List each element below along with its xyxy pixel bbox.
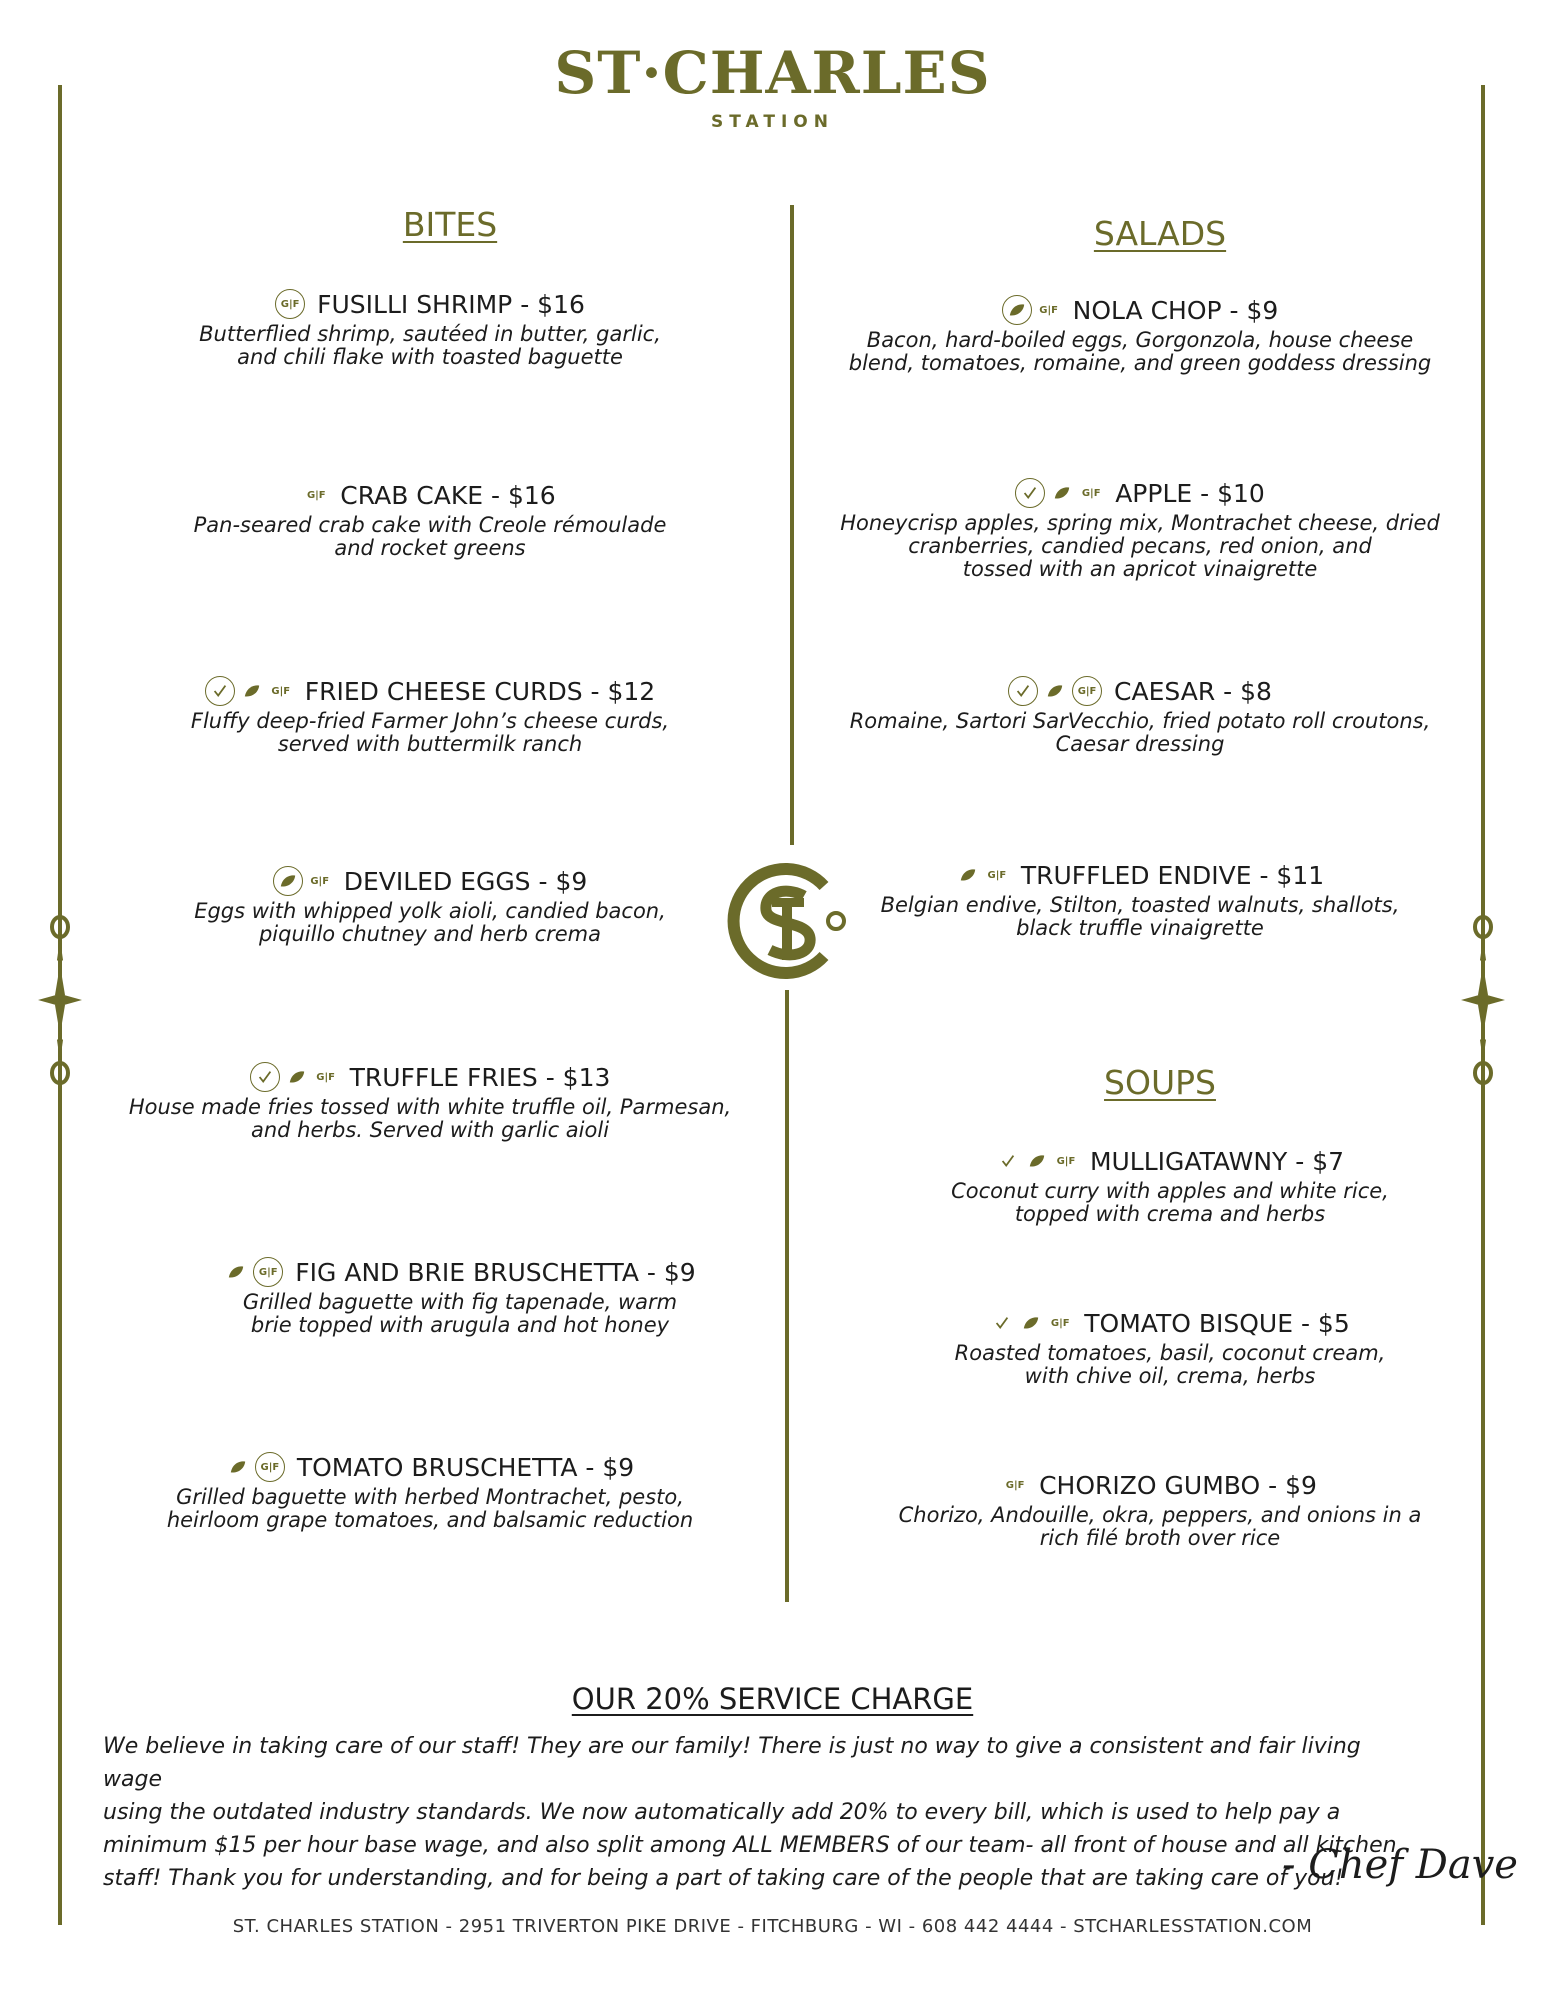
item-title: TRUFFLED ENDIVE - $11 bbox=[1020, 860, 1325, 890]
item-desc-line: Roasted tomatoes, basil, coconut cream, bbox=[954, 1341, 1386, 1365]
menu-item-chorizo-gumbo bbox=[850, 1470, 1470, 1550]
item-title: NOLA CHOP - $9 bbox=[1072, 295, 1279, 325]
gluten-free-icon: G|F bbox=[253, 1257, 283, 1287]
vegan-icon bbox=[1008, 676, 1038, 706]
left-ornament-icon bbox=[36, 905, 84, 1095]
gluten-free-icon: G|F bbox=[1005, 1479, 1025, 1491]
item-desc-line: black truffle vinaigrette bbox=[1016, 916, 1264, 940]
service-line: minimum $15 per hour base wage, and also split among ALL MEMBERS of our team- all front of house and all kitchen bbox=[103, 1833, 1397, 1858]
item-title: MULLIGATAWNY - $7 bbox=[1089, 1146, 1345, 1176]
vegetarian-leaf-icon bbox=[224, 1257, 248, 1287]
menu-item-fusilli-shrimp bbox=[130, 289, 730, 369]
item-desc-line: rich filé broth over rice bbox=[1039, 1526, 1281, 1550]
brand-sub: STATION bbox=[711, 112, 834, 132]
item-title: TRUFFLE FRIES - $13 bbox=[349, 1062, 611, 1092]
item-desc-line: Belgian endive, Stilton, toasted walnuts, shallots, bbox=[880, 893, 1400, 917]
menu-item-nola-chop bbox=[830, 295, 1450, 375]
center-divider-top bbox=[790, 205, 794, 845]
item-desc-line: Honeycrisp apples, spring mix, Montrachet cheese, dried bbox=[840, 511, 1440, 535]
item-desc-line: and chili flake with toasted baguette bbox=[237, 345, 623, 369]
item-desc-line: Pan-seared crab cake with Creole rémoulade bbox=[193, 513, 667, 537]
vegetarian-leaf-icon bbox=[1002, 295, 1032, 325]
item-title: TOMATO BRUSCHETTA - $9 bbox=[296, 1452, 635, 1482]
bites-heading: BITES bbox=[402, 205, 498, 244]
item-desc-line: Romaine, Sartori SarVecchio, fried potato roll croutons, bbox=[849, 709, 1431, 733]
item-desc-line: with chive oil, crema, herbs bbox=[1024, 1364, 1316, 1388]
vegetarian-leaf-icon bbox=[226, 1452, 250, 1482]
item-desc-line: brie topped with arugula and hot honey bbox=[250, 1313, 670, 1337]
service-charge-text bbox=[103, 1730, 1403, 1895]
menu-item-deviled-eggs bbox=[130, 866, 730, 946]
vegetarian-leaf-icon bbox=[1025, 1146, 1049, 1176]
menu-item-fig-and-brie-bruschetta bbox=[130, 1257, 790, 1337]
gluten-free-icon: G|F bbox=[255, 1452, 285, 1482]
menu-item-tomato-bruschetta bbox=[130, 1452, 730, 1532]
item-desc-line: and herbs. Served with garlic aioli bbox=[250, 1118, 610, 1142]
menu-item-fried-cheese-curds bbox=[130, 676, 730, 756]
service-line: using the outdated industry standards. We now automatically add 20% to every bill, which is used to help pay a bbox=[103, 1800, 1341, 1825]
item-desc-line: and rocket greens bbox=[334, 536, 526, 560]
item-desc-line: heirloom grape tomatoes, and balsamic reduction bbox=[166, 1508, 694, 1532]
menu-item-caesar bbox=[830, 676, 1450, 756]
vegan-icon bbox=[996, 1146, 1020, 1176]
menu-item-crab-cake bbox=[130, 480, 730, 560]
vegetarian-leaf-icon bbox=[240, 676, 264, 706]
item-desc-line: topped with crema and herbs bbox=[1014, 1202, 1326, 1226]
item-title: FRIED CHEESE CURDS - $12 bbox=[304, 676, 656, 706]
footer-address: ST. CHARLES STATION - 2951 TRIVERTON PIKE DRIVE - FITCHBURG - WI - 608 442 4444 - STCHARLESSTATION.COM bbox=[232, 1916, 1313, 1937]
item-title: TOMATO BISQUE - $5 bbox=[1084, 1308, 1350, 1338]
gluten-free-icon: G|F bbox=[1072, 676, 1102, 706]
item-desc-line: Caesar dressing bbox=[1055, 732, 1225, 756]
item-desc-line: Bacon, hard-boiled eggs, Gorgonzola, house cheese bbox=[866, 328, 1414, 352]
vegetarian-leaf-icon bbox=[273, 866, 303, 896]
gluten-free-icon: G|F bbox=[987, 869, 1007, 881]
vegan-icon bbox=[250, 1062, 280, 1092]
item-desc-line: piquillo chutney and herb crema bbox=[258, 922, 602, 946]
item-desc-line: House made fries tossed with white truffle oil, Parmesan, bbox=[128, 1095, 732, 1119]
item-desc-line: served with buttermilk ranch bbox=[277, 732, 583, 756]
menu-item-truffle-fries bbox=[100, 1062, 760, 1142]
vegetarian-leaf-icon bbox=[956, 860, 980, 890]
item-title: CRAB CAKE - $16 bbox=[340, 480, 556, 510]
soups-heading: SOUPS bbox=[1104, 1063, 1216, 1102]
vegetarian-leaf-icon bbox=[1050, 478, 1074, 508]
gluten-free-icon: G|F bbox=[1081, 487, 1101, 499]
item-title: APPLE - $10 bbox=[1115, 478, 1265, 508]
item-desc-line: Butterflied shrimp, sautéed in butter, garlic, bbox=[199, 322, 661, 346]
brand-logo bbox=[0, 39, 1545, 132]
chef-signature: - Chef Dave bbox=[1282, 1842, 1518, 1888]
item-desc-line: Eggs with whipped yolk aioli, candied bacon, bbox=[194, 899, 666, 923]
gluten-free-icon: G|F bbox=[310, 875, 330, 887]
item-desc-line: Grilled baguette with herbed Montrachet, pesto, bbox=[176, 1485, 684, 1509]
item-title: FIG AND BRIE BRUSCHETTA - $9 bbox=[295, 1257, 696, 1287]
menu-item-apple bbox=[830, 478, 1450, 581]
menu-item-mulligatawny bbox=[860, 1146, 1480, 1226]
menu-item-truffled-endive bbox=[830, 860, 1450, 940]
service-line: staff! Thank you for understanding, and for being a part of taking care of the people that are taking care of you! bbox=[103, 1866, 1344, 1891]
gluten-free-icon: G|F bbox=[275, 289, 305, 319]
gluten-free-icon: G|F bbox=[306, 489, 326, 501]
item-desc-line: Grilled baguette with fig tapenade, warm bbox=[242, 1290, 678, 1314]
item-desc-line: tossed with an apricot vinaigrette bbox=[962, 557, 1318, 581]
vegan-icon bbox=[1015, 478, 1045, 508]
service-line: We believe in taking care of our staff! They are our family! There is just no way to give a consistent and fair living wage bbox=[103, 1734, 1361, 1792]
salads-heading: SALADS bbox=[1093, 214, 1227, 253]
vegetarian-leaf-icon bbox=[1043, 676, 1067, 706]
item-desc-line: Fluffy deep-fried Farmer John’s cheese curds, bbox=[190, 709, 670, 733]
gluten-free-icon: G|F bbox=[316, 1071, 335, 1083]
vegetarian-leaf-icon bbox=[1019, 1308, 1043, 1338]
vegan-icon bbox=[990, 1308, 1014, 1338]
item-title: CHORIZO GUMBO - $9 bbox=[1039, 1470, 1317, 1500]
item-desc-line: Chorizo, Andouille, okra, peppers, and onions in a bbox=[898, 1503, 1422, 1527]
gluten-free-icon: G|F bbox=[1050, 1317, 1070, 1329]
gluten-free-icon: G|F bbox=[271, 685, 291, 697]
item-desc-line: Coconut curry with apples and white rice, bbox=[951, 1179, 1389, 1203]
gluten-free-icon: G|F bbox=[1056, 1155, 1076, 1167]
item-desc-line: cranberries, candied pecans, red onion, and bbox=[908, 534, 1372, 558]
vegan-icon bbox=[205, 676, 235, 706]
right-ornament-icon bbox=[1459, 905, 1507, 1095]
item-title: DEVILED EGGS - $9 bbox=[343, 866, 588, 896]
menu-item-tomato-bisque bbox=[860, 1308, 1480, 1388]
item-title: FUSILLI SHRIMP - $16 bbox=[317, 289, 585, 319]
item-desc-line: blend, tomatoes, romaine, and green goddess dressing bbox=[848, 351, 1432, 375]
service-charge-heading: OUR 20% SERVICE CHARGE bbox=[571, 1682, 974, 1716]
gluten-free-icon: G|F bbox=[1039, 304, 1058, 316]
item-title: CAESAR - $8 bbox=[1114, 676, 1272, 706]
vegetarian-leaf-icon bbox=[285, 1062, 309, 1092]
brand-name: ST·CHARLES bbox=[554, 39, 991, 107]
